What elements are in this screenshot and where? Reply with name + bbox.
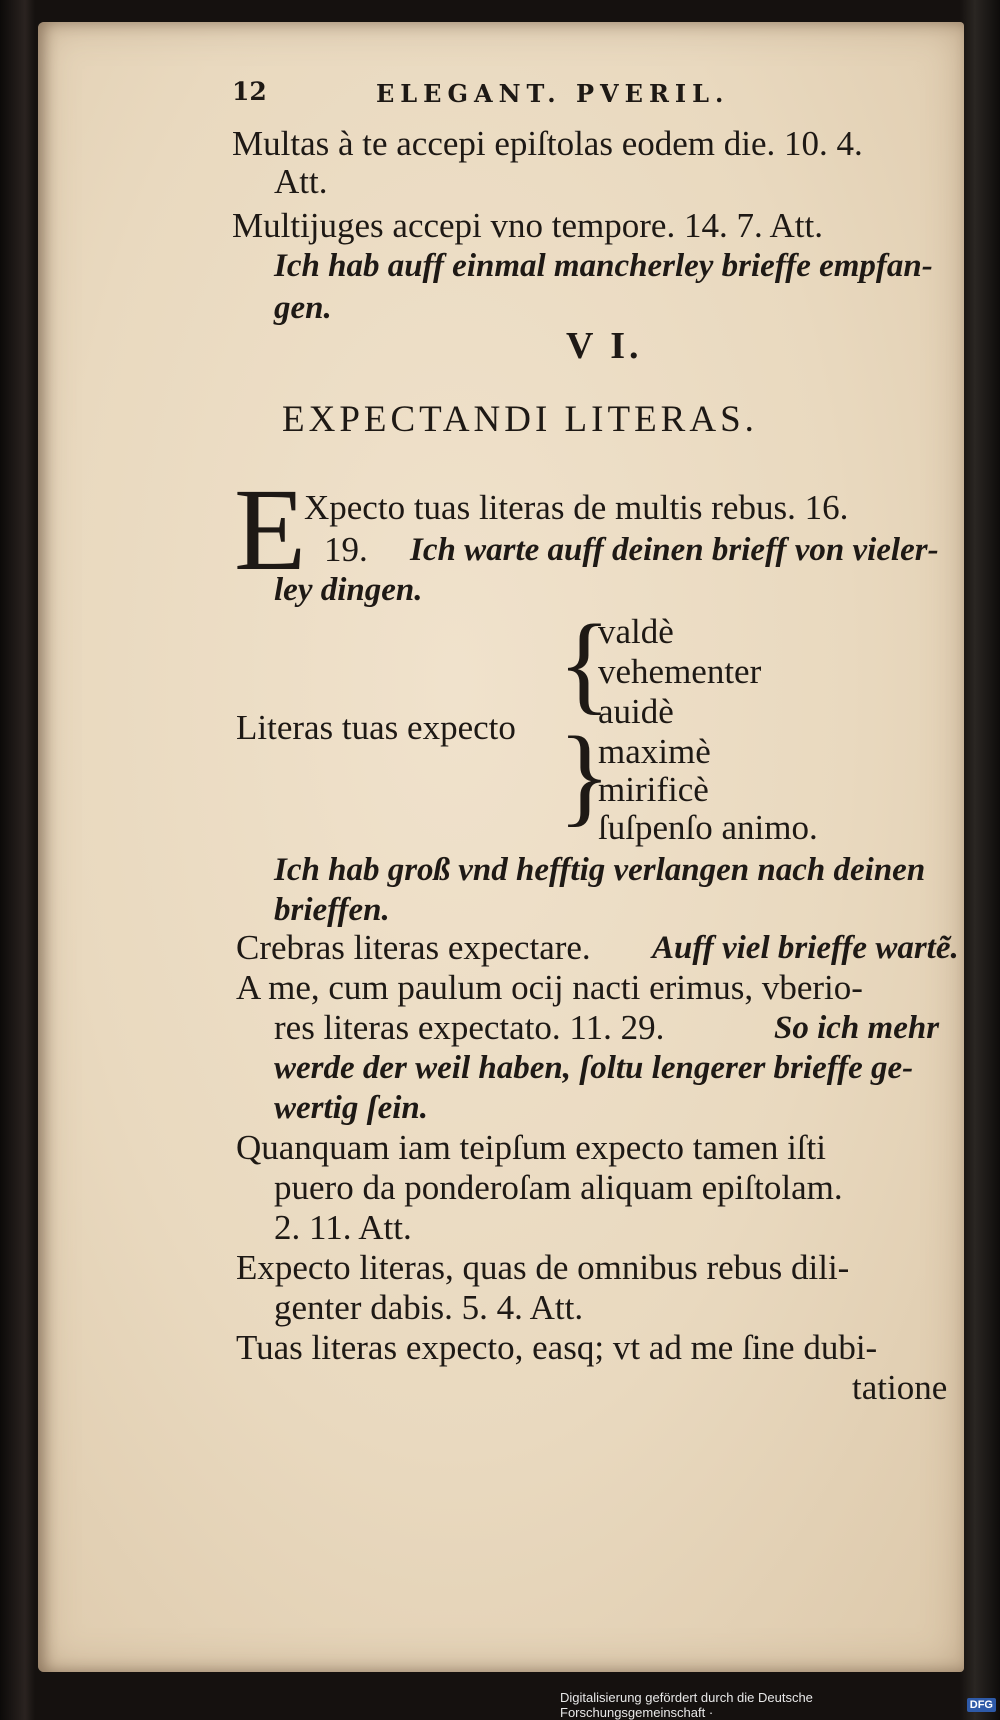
text-line: Crebras literas expectare. xyxy=(236,928,591,967)
text-line: Tuas literas expecto, easq; vt ad me ſine dubi- xyxy=(236,1328,878,1367)
german-line: gen. xyxy=(274,290,332,326)
brace-item: maximè xyxy=(598,732,711,771)
text-line: puero da ponderoſam aliquam epiſtolam. xyxy=(274,1168,843,1207)
brace-item: auidè xyxy=(598,692,674,731)
text-line: res literas expectato. 11. 29. xyxy=(274,1008,665,1047)
text-line: 2. 11. Att. xyxy=(274,1208,412,1247)
german-line: Auff viel brieffe wartẽ. xyxy=(652,930,959,966)
dfg-logo-icon: DFG xyxy=(967,1698,996,1712)
brace-item: ſuſpenſo animo. xyxy=(598,808,818,847)
brace-lead-text: Literas tuas expecto xyxy=(236,708,516,747)
german-line: brieffen. xyxy=(274,892,390,928)
digitization-credit xyxy=(560,1690,996,1720)
text-line: Xpecto tuas literas de multis rebus. 16. xyxy=(304,488,849,527)
text-line: genter dabis. 5. 4. Att. xyxy=(274,1288,584,1327)
text-line: 19. xyxy=(324,530,368,569)
german-line: ley dingen. xyxy=(274,572,423,608)
text-line: Quanquam iam teipſum expecto tamen iſti xyxy=(236,1128,826,1167)
text-line: Expecto literas, quas de omnibus rebus dili- xyxy=(236,1248,850,1287)
text-line: Multijuges accepi vno tempore. 14. 7. Att. xyxy=(232,206,824,245)
german-line: Ich warte auff deinen brieff von vieler- xyxy=(410,532,939,568)
text-line: Multas à te accepi epiſtolas eodem die. 10. 4. xyxy=(232,124,863,163)
credit-text: Digitalisierung gefördert durch die Deutsche Forschungsgemeinschaft · xyxy=(560,1690,813,1720)
german-line: wertig ſein. xyxy=(274,1090,428,1126)
brace-item: valdè xyxy=(598,612,674,651)
page-number: 12 xyxy=(232,77,267,106)
lower-brace: { xyxy=(558,714,611,836)
german-line: Ich hab groß vnd hefftig verlangen nach deinen xyxy=(274,852,926,888)
brace-item: vehementer xyxy=(598,652,762,691)
section-number: V I. xyxy=(566,325,643,367)
text-line: A me, cum paulum ocij nacti erimus, vberio- xyxy=(236,968,863,1007)
german-line: Ich hab auff einmal mancherley brieffe empfan- xyxy=(274,248,933,284)
german-line: So ich mehr xyxy=(774,1010,940,1046)
upper-brace: { xyxy=(558,602,611,724)
section-title: EXPECTANDI LITERAS. xyxy=(282,399,758,440)
text-line: Att. xyxy=(274,162,328,201)
catchword: tatione xyxy=(852,1368,948,1407)
brace-item: mirificè xyxy=(598,770,709,809)
german-line: werde der weil haben, ſoltu lengerer brieffe ge- xyxy=(274,1050,914,1086)
running-title: ELEGANT. PVERIL. xyxy=(376,79,730,108)
drop-capital: E xyxy=(234,464,307,595)
